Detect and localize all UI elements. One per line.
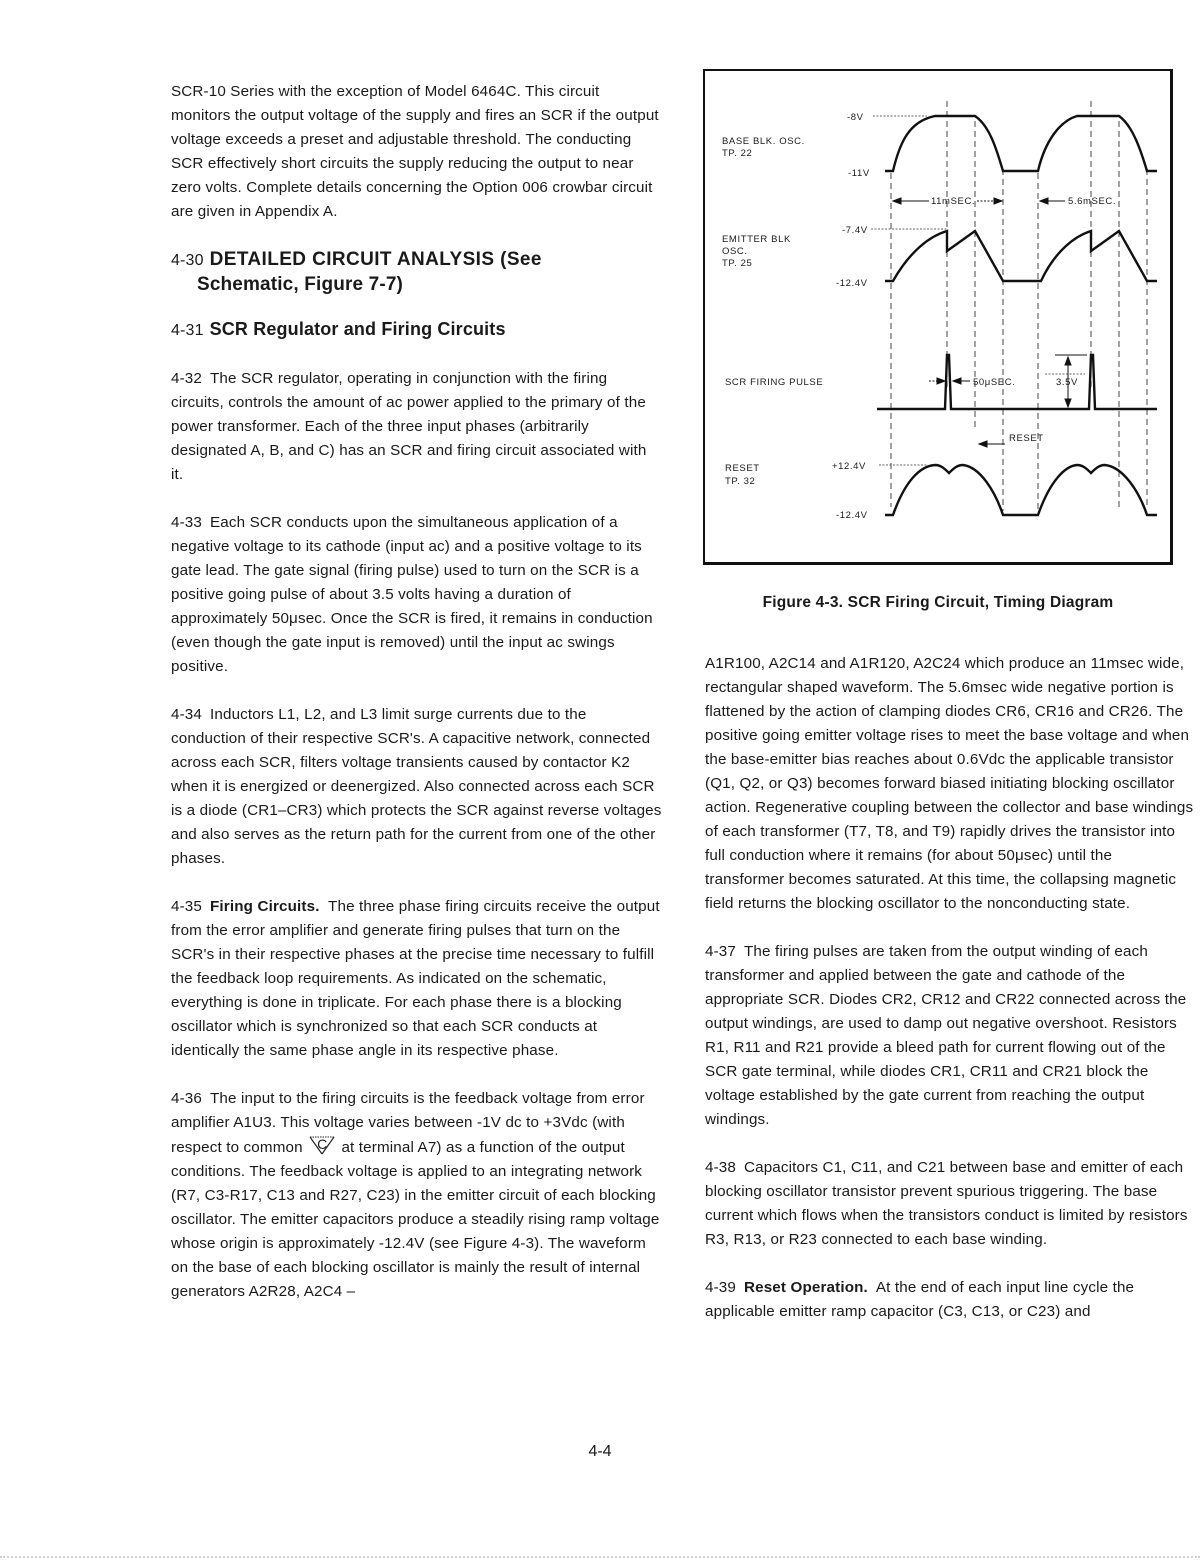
reset-low-voltage: -12.4V [836, 510, 868, 521]
paragraph-number: 4-34 [171, 706, 202, 723]
section-heading-4-31 [171, 317, 663, 343]
paragraph-4-39 [705, 1276, 1195, 1324]
continuation-paragraph: A1R100, A2C14 and A1R120, A2C24 which produce an 11msec wide, rectangular shaped waveform. The 5.6msec wide negative portion is flattened by the action of clamping diodes CR6, CR16 and CR26. The positive going emitter voltage rises to meet the base voltage and when the base-emitter bias reaches about 0.6Vdc the applicable transistor (Q1, Q2, or Q3) becomes forward biased initiating blocking oscillator action. Regenerative coupling between the collector and base windings of each transformer (T7, T8, and T9) rapidly drives the transistor into full conduction where it remains (for about 50μsec) until the transformer becomes saturated. At this time, the collapsing magnetic field returns the blocking oscillator to the nonconducting state. [705, 655, 1194, 912]
signal-label-base-tp: TP. 22 [722, 148, 753, 159]
pulse-height-label: 3.5V [1056, 377, 1078, 388]
emitter-waveform [885, 231, 1157, 281]
paragraph-text: At the end of each input line cycle the applicable emitter ramp capacitor (C3, C13, or C23) and [705, 1279, 1135, 1320]
paragraph-text: The SCR regulator, operating in conjunction with the firing circuits, controls the amount of ac power applied to the primary of the power transformer. Each of the three input phases (arbitrarily designated A, B, and C) has an SCR and firing circuit associated with it. [171, 370, 647, 483]
intro-paragraph: SCR-10 Series with the exception of Model 6464C. This circuit monitors the output voltage of the supply and fires an SCR if the output voltage exceeds a preset and adjustable threshold. The conducting SCR effectively short circuits the supply reducing the output to near zero volts. Complete details concerning the Option 006 crowbar circuit are given in Appendix A. [171, 83, 659, 220]
paragraph-4-36 [171, 1087, 663, 1304]
signal-label-firing-pulse: SCR FIRING PULSE [725, 377, 824, 388]
paragraph-number: 4-33 [171, 514, 202, 531]
right-column [705, 652, 1195, 1348]
paragraph-number: 4-36 [171, 1090, 202, 1107]
paragraph-number: 4-32 [171, 370, 202, 387]
run-in-heading: Firing Circuits. [210, 898, 320, 915]
emitter-low-voltage: -12.4V [836, 278, 868, 289]
section-number: 4-31 [171, 322, 204, 339]
negative-width-label: 5.6mSEC. [1068, 196, 1117, 207]
figure-caption: Figure 4-3. SCR Firing Circuit, Timing Diagram [762, 594, 1114, 611]
paragraph-4-34 [171, 703, 663, 871]
paragraph-number: 4-37 [705, 943, 736, 960]
paragraph-text: The firing pulses are taken from the output winding of each transformer and applied between the gate and cathode of the appropriate SCR. Diodes CR2, CR12 and CR22 connected across the output windings, are used to damp out negative overshoot. Resistors R1, R11 and R21 provide a bleed path for current flowing out of the SCR gate terminal, while diodes CR1, CR11 and CR21 block the voltage established by the gate current from reaching the output windings. [705, 943, 1187, 1128]
left-column [171, 80, 663, 1328]
signal-label-emitter-tp: TP. 25 [722, 258, 753, 269]
section-number: 4-30 [171, 252, 204, 269]
emitter-high-voltage: -7.4V [842, 225, 868, 236]
figure-timing-diagram [703, 69, 1173, 565]
signal-label-base: BASE BLK. OSC. [722, 136, 805, 147]
paragraph-number: 4-35 [171, 898, 202, 915]
signal-label-reset: RESET [725, 463, 760, 474]
paragraph-4-37 [705, 940, 1195, 1132]
paragraph-text: Capacitors C1, C11, and C21 between base and emitter of each blocking oscillator transistor prevent spurious triggering. The base current which flows when the transistors conduct is limited by resistors R3, R13, or R23 connected to each base winding. [705, 1159, 1188, 1248]
base-low-voltage: -11V [848, 168, 870, 179]
firing-pulse-waveform [877, 355, 1157, 409]
signal-label-reset-tp: TP. 32 [725, 476, 756, 487]
common-symbol-label: C [317, 1136, 328, 1152]
paragraph-text: The three phase firing circuits receive the output from the error amplifier and generate firing pulses that turn on the SCR's in their respective phases at the precise time necessary to fulfill the feedback loop requirements. As indicated on the schematic, everything is done in triplicate. For each phase there is a blocking oscillator which is synchronized so that each SCR conducts at identically the same phase angle in its respective phase. [171, 898, 660, 1059]
section-title: DETAILED CIRCUIT ANALYSIS (See [209, 249, 542, 270]
timing-diagram-svg [705, 71, 1171, 563]
paragraph-4-33 [171, 511, 663, 679]
paragraph-number: 4-38 [705, 1159, 736, 1176]
paragraph-text: Inductors L1, L2, and L3 limit surge currents due to the conduction of their respective SCR's. A capacitive network, connected across each SCR, filters voltage transients caused by contactor K2 when it is energized or deenergized. Also connected across each SCR is a diode (CR1–CR3) which protects the SCR against reverse voltages and also serves as the return path for the current from one of the other phases. [171, 706, 662, 867]
scan-edge-dots [0, 1556, 1200, 1560]
paragraph-number: 4-39 [705, 1279, 736, 1296]
section-title: SCR Regulator and Firing Circuits [209, 319, 506, 339]
timing-guide-lines [891, 101, 1147, 511]
reset-marker-label: RESET [1009, 433, 1044, 444]
paragraph-4-32 [171, 367, 663, 487]
common-ground-icon [307, 1135, 337, 1153]
paragraph-text-continued: at terminal A7) as a function of the output conditions. The feedback voltage is applied to an integrating network (R7, C3-R17, C13 and R27, C23) in the emitter circuit of each blocking oscillator. The emitter capacitors produce a steadily rising ramp voltage whose origin is approximately -12.4V (see Figure 4-3). The waveform on the base of each blocking oscillator is mainly the result of internal generators A2R28, A2C4 – [171, 1139, 660, 1300]
reset-high-voltage: +12.4V [832, 461, 866, 472]
paragraph-4-35 [171, 895, 663, 1063]
run-in-heading: Reset Operation. [744, 1279, 868, 1296]
page-number: 4-4 [588, 1443, 612, 1460]
paragraph-4-38 [705, 1156, 1195, 1252]
base-waveform [885, 116, 1157, 171]
paragraph-text: The input to the firing circuits is the feedback voltage from error amplifier A1U3. This voltage varies between -1V dc to +3Vdc (with respect to common [171, 1090, 645, 1156]
signal-label-emitter: EMITTER BLK [722, 234, 791, 245]
section-heading-4-30 [171, 248, 663, 297]
section-title-continuation: Schematic, Figure 7-7) [197, 274, 404, 295]
pulse-width-label: 50μSEC. [973, 377, 1016, 388]
positive-width-label: 11mSEC. [931, 196, 976, 207]
paragraph-text: Each SCR conducts upon the simultaneous application of a negative voltage to its cathode (input ac) and a positive voltage to its gate lead. The gate signal (firing pulse) used to turn on the SCR is a positive going pulse of about 3.5 volts having a duration of approximately 50μsec. Once the SCR is fired, it remains in conduction (even though the gate input is removed) until the input ac swings positive. [171, 514, 653, 675]
reset-waveform [885, 465, 1157, 515]
base-high-voltage: -8V [847, 112, 864, 123]
signal-label-emitter-osc: OSC. [722, 246, 748, 257]
